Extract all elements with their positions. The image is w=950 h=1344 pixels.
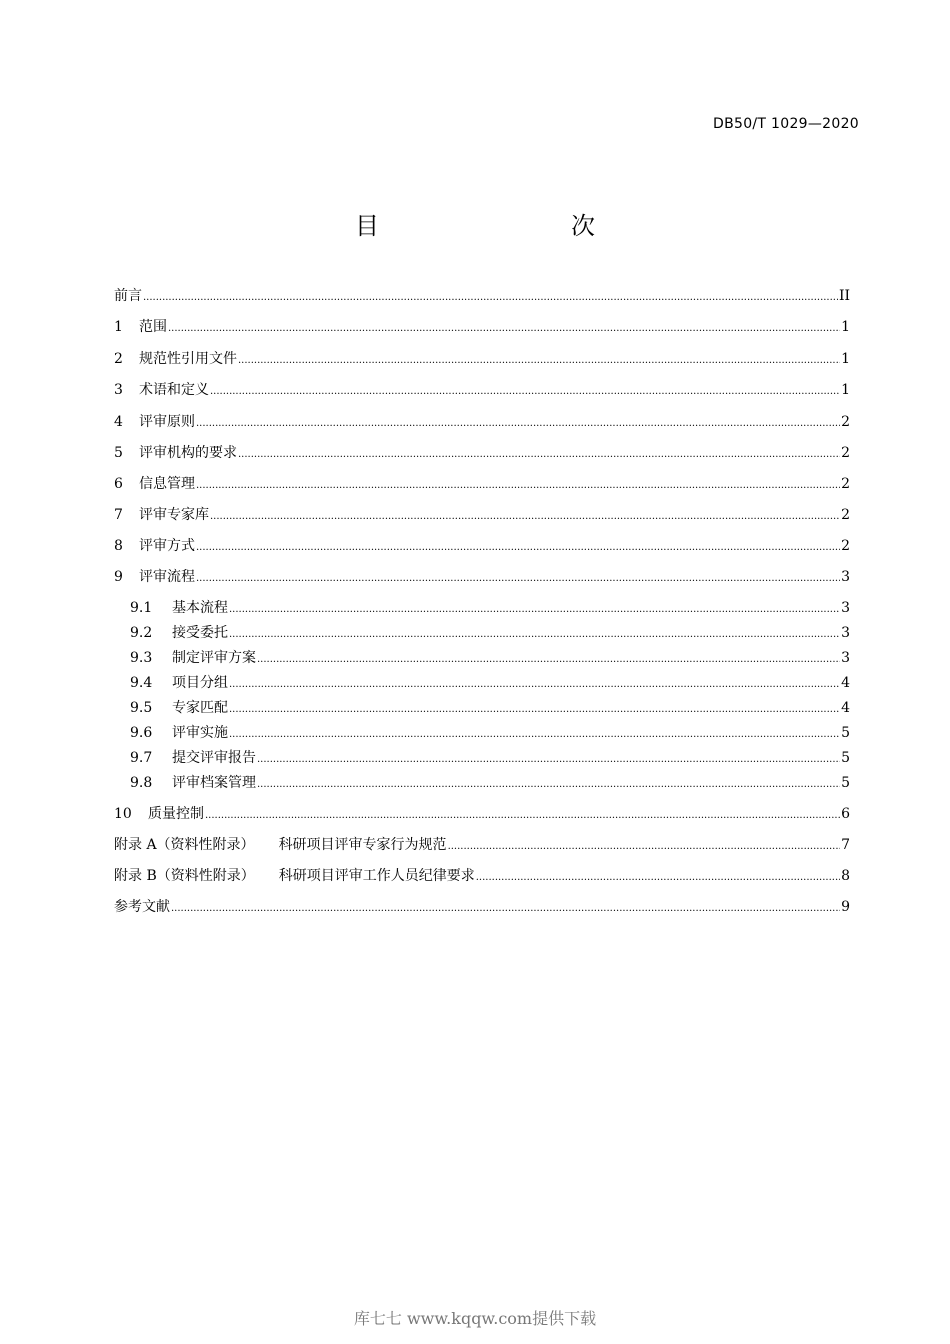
toc-entry-title: 参考文献 [114,899,170,915]
toc-entry-4[interactable] [114,412,850,434]
toc-dot-leader [196,414,840,434]
toc-dot-leader [196,476,840,496]
toc-page-number: 5 [841,750,850,766]
toc-entry-2[interactable] [114,349,850,371]
toc-entry-number: 3 [114,382,123,398]
toc-page-number: 8 [841,868,850,884]
toc-page-number: 5 [841,775,850,791]
toc-entry-title: 制定评审方案 [172,650,256,666]
toc-entry-title: 评审档案管理 [172,775,256,791]
toc-entry-number: 10 [114,806,132,822]
toc-entry-title: 评审流程 [139,569,195,585]
toc-dot-leader [448,837,841,857]
toc-entry-number: 9.3 [130,650,153,666]
toc-entry-9-3[interactable] [130,648,850,670]
toc-page-number: II [838,288,850,304]
toc-entry-title: 专家匹配 [172,700,228,716]
toc-entry-appendix-a[interactable] [114,835,850,857]
toc-page-number: 4 [841,700,850,716]
toc-page-number: 3 [841,569,850,585]
toc-dot-leader [238,445,840,465]
toc-entry-number: 9 [114,569,123,585]
toc-entry-title [114,835,447,855]
toc-entry-number: 2 [114,351,123,367]
toc-dot-leader [229,725,840,745]
toc-dot-leader [257,650,840,670]
toc-entry-title: 接受委托 [172,625,228,641]
toc-entry-number: 6 [114,476,123,492]
toc-entry-title: 范围 [139,319,167,335]
toc-entry-number: 9.7 [130,750,153,766]
toc-entry-10[interactable] [114,804,850,826]
toc-dot-leader [210,382,840,402]
toc-dot-leader [229,700,840,720]
toc-page-number: 1 [841,319,850,335]
page-title: 目 次 [355,212,643,240]
toc-dot-leader [257,775,840,795]
toc-page-number: 2 [841,507,850,523]
toc-entry-9-2[interactable] [130,623,850,645]
toc-entry-title: 基本流程 [172,600,228,616]
toc-dot-leader [196,538,840,558]
toc-entry-9-8[interactable] [130,773,850,795]
toc-entry-3[interactable] [114,380,850,402]
download-watermark: 库七七 www.kqqw.com提供下载 [353,1309,597,1328]
toc-page-number: 9 [841,899,850,915]
toc-entry-7[interactable] [114,505,850,527]
toc-entry-number: 1 [114,319,123,335]
toc-entry-6[interactable] [114,474,850,496]
toc-dot-leader [168,319,840,339]
toc-entry-9-1[interactable] [130,598,850,620]
toc-entry-9-7[interactable] [130,748,850,770]
toc-entry-foreword[interactable] [114,286,850,308]
toc-dot-leader [476,868,840,888]
toc-entry-title: 前言 [114,288,142,304]
toc-entry-references[interactable] [114,897,850,919]
toc-entry-title: 项目分组 [172,675,228,691]
toc-entry-number: 9.8 [130,775,153,791]
toc-dot-leader [171,899,840,919]
toc-entry-title: 规范性引用文件 [139,351,237,367]
toc-entry-title: 评审方式 [139,538,195,554]
toc-dot-leader [143,288,838,308]
toc-page-number: 6 [841,806,850,822]
toc-entry-appendix-b[interactable] [114,866,850,888]
toc-entry-title: 信息管理 [139,476,195,492]
toc-dot-leader [229,600,840,620]
toc-entry-number: 4 [114,414,123,430]
toc-entry-number: 9.6 [130,725,153,741]
toc-page-number: 2 [841,538,850,554]
toc-entry-title: 术语和定义 [139,382,209,398]
toc-entry-1[interactable] [114,317,850,339]
toc-entry-number: 5 [114,445,123,461]
toc-dot-leader [210,507,840,527]
appendix-title: 科研项目评审专家行为规范 [278,837,447,853]
toc-dot-leader [238,351,840,371]
toc-entry-9-6[interactable] [130,723,850,745]
toc-entry-title: 评审专家库 [139,507,209,523]
toc-page-number: 3 [841,650,850,666]
toc-entry-number: 7 [114,507,123,523]
toc-page-number: 3 [841,625,850,641]
toc-entry-9[interactable] [114,567,850,589]
toc-page-number: 7 [841,837,850,853]
toc-entry-title: 评审机构的要求 [139,445,237,461]
toc-entry-number: 9.4 [130,675,153,691]
toc-entry-title: 评审实施 [172,725,228,741]
toc-entry-title: 评审原则 [139,414,195,430]
toc-page-number: 2 [841,445,850,461]
appendix-label: 附录 B（资料性附录） [114,868,255,884]
toc-entry-8[interactable] [114,536,850,558]
toc-page-number: 5 [841,725,850,741]
toc-page-number: 2 [841,414,850,430]
toc-entry-9-5[interactable] [130,698,850,720]
toc-entry-title: 提交评审报告 [172,750,256,766]
toc-entry-number: 8 [114,538,123,554]
toc-entry-number: 9.5 [130,700,153,716]
toc-page-number: 3 [841,600,850,616]
appendix-label: 附录 A（资料性附录） [114,837,255,853]
toc-page-number: 1 [841,382,850,398]
toc-dot-leader [205,806,840,826]
toc-entry-5[interactable] [114,443,850,465]
toc-dot-leader [229,675,840,695]
appendix-title: 科研项目评审工作人员纪律要求 [278,868,475,884]
document-standard-number: DB50/T 1029—2020 [713,116,859,132]
toc-dot-leader [196,569,840,589]
toc-entry-title: 质量控制 [148,806,204,822]
toc-entry-number: 9.2 [130,625,153,641]
toc-entry-9-4[interactable] [130,673,850,695]
toc-dot-leader [257,750,840,770]
toc-entry-title [114,866,475,886]
toc-page-number: 4 [841,675,850,691]
toc-page-number: 1 [841,351,850,367]
toc-dot-leader [229,625,840,645]
toc-entry-number: 9.1 [130,600,153,616]
toc-page-number: 2 [841,476,850,492]
